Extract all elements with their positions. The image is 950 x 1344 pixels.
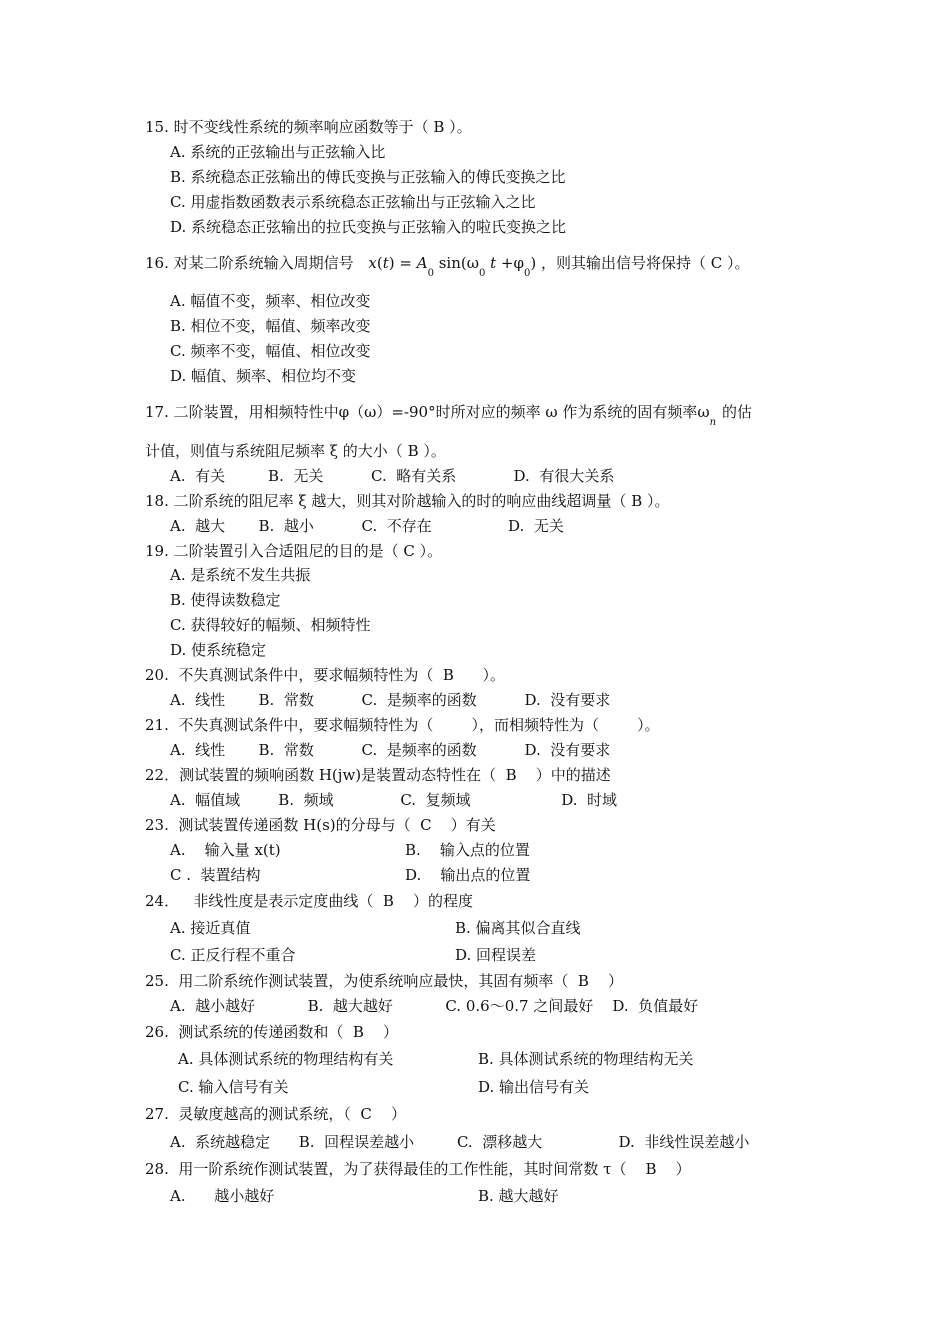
question-26: 26. 测试系统的传递函数和（ B ） — [145, 1023, 399, 1041]
q20-options: A. 线性 B. 常数 C. 是频率的函数 D. 没有要求 — [170, 691, 611, 709]
q15-option-b: B. 系统稳态正弦输出的傅氏变换与正弦输入的傅氏变换之比 — [170, 168, 566, 186]
question-17-line-1 — [145, 403, 753, 428]
q24-option-a: A. 接近真值 — [170, 919, 251, 937]
q16-option-d: D. 幅值、频率、相位均不变 — [170, 367, 357, 385]
q15-option-a: A. 系统的正弦输出与正弦输入比 — [170, 143, 386, 161]
q17-line1-text: 17. 二阶装置，用相频特性中φ（ω）=-90°时所对应的频率 ω 作为系统的固有频率ω — [145, 403, 710, 421]
q24-option-b: B. 偏离其似合直线 — [455, 919, 581, 937]
q24-option-d: D. 回程误差 — [455, 946, 537, 964]
q17-line1-end: 的估 — [722, 403, 753, 421]
question-17-line-2: 计值，则值与系统阻尼频率 ξ 的大小（ B ）。 — [145, 442, 446, 460]
question-18: 18. 二阶系统的阻尼率 ξ 越大，则其对阶越输入的时的响应曲线超调量（ B ）。 — [145, 492, 670, 510]
question-23: 23. 测试装置传递函数 H(s)的分母与（ C ）有关 — [145, 816, 496, 834]
q23-option-b: B. 输入点的位置 — [405, 841, 530, 859]
q21-options: A. 线性 B. 常数 C. 是频率的函数 D. 没有要求 — [170, 741, 611, 759]
q19-option-b: B. 使得读数稳定 — [170, 591, 281, 609]
q23-option-c: C . 装置结构 — [170, 866, 261, 884]
q15-option-d: D. 系统稳态正弦输出的拉氏变换与正弦输入的啦氏变换之比 — [170, 218, 567, 236]
question-27: 27. 灵敏度越高的测试系统，（ C ） — [145, 1105, 406, 1123]
question-21: 21. 不失真测试条件中，要求幅频特性为（ ），而相频特性为（ ）。 — [145, 716, 660, 734]
q16-formula: $x(t) = A_0$ $\sin(\omega_0$ $t +\varphi_0$) — [368, 254, 537, 279]
q16-suffix: ，则其输出信号将保持（ C ）。 — [541, 254, 750, 272]
q16-option-c: C. 频率不变，幅值、相位改变 — [170, 342, 371, 360]
q26-option-d: D. 输出信号有关 — [478, 1078, 590, 1096]
q19-option-a: A. 是系统不发生共振 — [170, 566, 311, 584]
q16-option-a: A. 幅值不变，频率、相位改变 — [170, 292, 371, 310]
q16-option-b: B. 相位不变，幅值、频率改变 — [170, 317, 371, 335]
q18-options: A. 越大 B. 越小 C. 不存在 D. 无关 — [170, 517, 564, 535]
q22-options: A. 幅值域 B. 频域 C. 复频域 D. 时域 — [170, 791, 617, 809]
q26-option-c: C. 输入信号有关 — [178, 1078, 289, 1096]
q27-options: A. 系统越稳定 B. 回程误差越小 C. 漂移越大 D. 非线性误差越小 — [170, 1133, 750, 1151]
question-25: 25. 用二阶系统作测试装置，为使系统响应最快，其固有频率（ B ） — [145, 972, 624, 990]
q28-option-a: A. 越小越好 — [170, 1187, 275, 1205]
q19-option-c: C. 获得较好的幅频、相频特性 — [170, 616, 371, 634]
question-22: 22．测试装置的频响函数 H(jw)是装置动态特性在（ B ）中的描述 — [145, 766, 611, 784]
q28-option-b: B. 越大越好 — [478, 1187, 559, 1205]
q17-omega-subscript: n — [709, 417, 717, 428]
question-16 — [145, 254, 750, 279]
q26-option-b: B. 具体测试系统的物理结构无关 — [478, 1050, 694, 1068]
question-20: 20. 不失真测试条件中，要求幅频特性为（ B ）。 — [145, 666, 506, 684]
question-24: 24． 非线性度是表示定度曲线（ B ）的程度 — [145, 892, 474, 910]
q23-option-d: D. 输出点的位置 — [405, 866, 531, 884]
q19-option-d: D. 使系统稳定 — [170, 641, 267, 659]
q26-option-a: A. 具体测试系统的物理结构有关 — [178, 1050, 394, 1068]
q15-option-c: C. 用虚指数函数表示系统稳态正弦输出与正弦输入之比 — [170, 193, 536, 211]
question-28: 28. 用一阶系统作测试装置，为了获得最佳的工作性能，其时间常数 τ（ B ） — [145, 1160, 691, 1178]
question-15: 15. 时不变线性系统的频率响应函数等于（ B ）。 — [145, 118, 472, 136]
q24-option-c: C. 正反行程不重合 — [170, 946, 296, 964]
q16-prefix: 16. 对某二阶系统输入周期信号 — [145, 254, 354, 272]
q17-options: A. 有关 B. 无关 C. 略有关系 D. 有很大关系 — [170, 467, 615, 485]
q25-options: A. 越小越好 B. 越大越好 C. 0.6～0.7 之间最好 D. 负值最好 — [170, 997, 699, 1015]
question-19: 19. 二阶装置引入合适阻尼的目的是（ C ）。 — [145, 542, 443, 560]
q23-option-a: A. 输入量 x(t) — [170, 841, 281, 859]
